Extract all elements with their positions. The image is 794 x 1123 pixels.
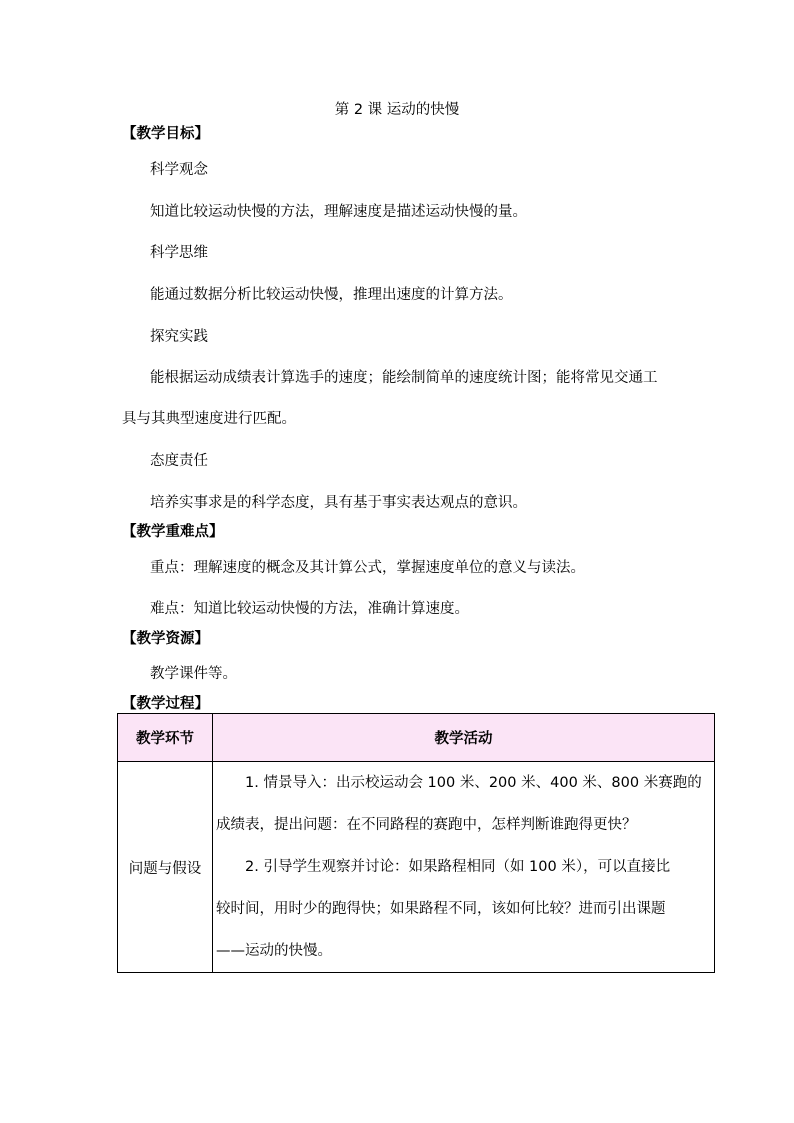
stage-cell: 问题与假设 (118, 762, 213, 973)
concept-text: 知道比较运动快慢的方法，理解速度是描述运动快慢的量。 (150, 204, 527, 220)
attitude-label: 态度责任 (150, 453, 208, 469)
practice-text-line-1: 能根据运动成绩表计算选手的速度；能绘制简单的速度统计图；能将常见交通工 (150, 370, 658, 386)
section-heading-resources: 【教学资源】 (122, 631, 209, 647)
activity-line: 1. 情景导入：出示校运动会 100 米、200 米、400 米、800 米赛跑的 (245, 775, 702, 791)
activity-line: 成绩表，提出问题：在不同路程的赛跑中，怎样判断谁跑得更快？ (216, 817, 637, 833)
process-table (117, 713, 715, 973)
attitude-text: 培养实事求是的科学态度，具有基于事实表达观点的意识。 (150, 495, 527, 511)
section-heading-key-points: 【教学重难点】 (122, 524, 224, 540)
thinking-text: 能通过数据分析比较运动快慢，推理出速度的计算方法。 (150, 287, 513, 303)
section-heading-objectives: 【教学目标】 (122, 126, 209, 142)
practice-label: 探究实践 (150, 329, 208, 345)
activity-line: ——运动的快慢。 (216, 943, 332, 959)
resources-text: 教学课件等。 (150, 666, 237, 682)
header-activity: 教学活动 (213, 714, 715, 762)
activity-line: 较时间，用时少的跑得快；如果路程不同，该如何比较？进而引出课题 (216, 901, 666, 917)
lesson-title: 第 2 课 运动的快慢 (334, 102, 460, 118)
practice-text-line-2: 具与其典型速度进行匹配。 (122, 411, 296, 427)
key-point-text: 重点：理解速度的概念及其计算公式，掌握速度单位的意义与读法。 (150, 560, 585, 576)
section-heading-process: 【教学过程】 (122, 696, 209, 712)
table-header-row (118, 714, 715, 762)
header-stage: 教学环节 (118, 714, 213, 762)
concept-label: 科学观念 (150, 162, 208, 178)
thinking-label: 科学思维 (150, 245, 208, 261)
activity-line: 2. 引导学生观察并讨论：如果路程相同（如 100 米），可以直接比 (245, 859, 671, 875)
difficult-point-text: 难点：知道比较运动快慢的方法，准确计算速度。 (150, 601, 469, 617)
table-row (118, 762, 715, 973)
activity-cell (213, 762, 715, 973)
